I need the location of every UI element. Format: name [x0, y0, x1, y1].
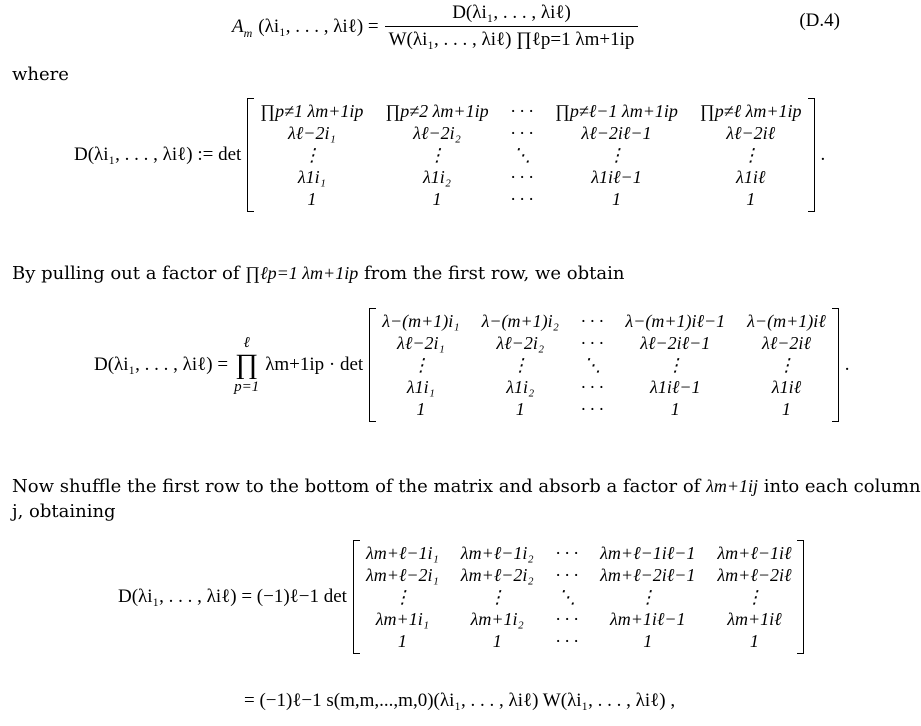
matrix-cell: ⋱ [557, 587, 576, 607]
matrix-cell: · · · [580, 399, 604, 419]
matrix-cell: ⋮ [511, 355, 530, 375]
matrix-cell: ⋮ [302, 145, 321, 165]
final-line: = (−1)ℓ−1 s(m,m,...,m,0)(λi₁, . . . , λiℓ) W(λi₁, . . . , λiℓ) , [244, 690, 676, 711]
matrix-cell: λ−(m+1)iℓ−1 [625, 311, 726, 331]
text-where: where [12, 64, 69, 85]
matrix-cell: · · · [555, 631, 579, 651]
matrix-cell: 1 [781, 399, 791, 419]
matrix2-factor: λm+1ip · det [265, 354, 364, 375]
matrix-cell: 1 [397, 631, 407, 651]
matrix-cell: ⋮ [666, 355, 685, 375]
product-operator [234, 335, 259, 395]
equation-number: (D.4) [799, 10, 840, 31]
matrix-cell: λ1iℓ [771, 377, 802, 397]
matrix-cell: λℓ−2iℓ−1 [581, 123, 652, 143]
product-symbol: ∏ [235, 349, 259, 380]
matrix-cell: ∏p≠2 λm+1ip [385, 101, 489, 121]
matrix-cell: ⋮ [741, 145, 760, 165]
matrix-cell: λm+1i₂ [470, 609, 524, 629]
matrix-cell: · · · [510, 101, 534, 121]
matrix1-lhs: D(λi₁, . . . , λiℓ) := det [74, 144, 242, 165]
eq-d4-numerator: D(λi₁, . . . , λiℓ) [385, 2, 639, 27]
matrix-cell: λm+1iℓ−1 [609, 609, 686, 629]
text-pulling-b: from the first row, we obtain [363, 263, 625, 284]
matrix-cell: ⋮ [411, 355, 430, 375]
matrix-cell: λℓ−2i₁ [397, 333, 445, 353]
matrix-cell: λm+ℓ−2i₁ [365, 565, 439, 585]
matrix-cell: λm+ℓ−2i₂ [460, 565, 534, 585]
matrix-cell: · · · [580, 311, 604, 331]
matrix-cell: 1 [432, 189, 442, 209]
matrix-cell: 1 [670, 399, 680, 419]
text-shuffle-b: into each column [763, 476, 921, 497]
matrix-cell: λ1i₂ [506, 377, 535, 397]
matrix-2-grid [376, 308, 832, 422]
matrix-cell: 1 [643, 631, 653, 651]
equation-matrix-1 [74, 98, 825, 212]
matrix-cell: · · · [510, 189, 534, 209]
matrix-cell: λℓ−2iℓ [726, 123, 776, 143]
matrix-cell: λ−(m+1)i₂ [481, 311, 559, 331]
matrix-cell: 1 [492, 631, 502, 651]
matrix-cell: 1 [749, 631, 759, 651]
matrix-cell: λ−(m+1)iℓ [747, 311, 826, 331]
matrix-3-grid [360, 540, 798, 654]
text-shuffle [12, 473, 921, 500]
matrix-cell: λm+1iℓ [727, 609, 782, 629]
matrix-cell: λ−(m+1)i₁ [382, 311, 460, 331]
matrix-cell: λ1i₂ [422, 167, 452, 187]
matrix-1 [247, 98, 814, 212]
matrix-cell: λℓ−2iℓ−1 [640, 333, 711, 353]
right-bracket [797, 540, 804, 654]
matrix-cell: 1 [746, 189, 756, 209]
matrix-cell: · · · [510, 167, 534, 187]
right-bracket [808, 98, 815, 212]
matrix-cell: ⋮ [428, 145, 446, 165]
matrix-cell: · · · [555, 565, 579, 585]
matrix1-period: . [820, 144, 826, 165]
matrix-cell: λℓ−2iℓ [761, 333, 811, 353]
matrix-cell: ⋮ [745, 587, 764, 607]
matrix-cell: λ1iℓ−1 [650, 377, 701, 397]
product-upper-limit: ℓ [243, 335, 250, 351]
matrix-cell: ⋱ [512, 145, 531, 165]
matrix-cell: · · · [580, 333, 604, 353]
matrix-cell: ⋮ [607, 145, 626, 165]
matrix-3 [353, 540, 805, 654]
left-bracket [353, 540, 360, 654]
matrix-cell: λm+ℓ−2iℓ−1 [600, 565, 696, 585]
matrix-cell: 1 [611, 189, 621, 209]
matrix-cell: λℓ−2i₂ [413, 123, 461, 143]
matrix-cell: · · · [555, 543, 579, 563]
matrix-cell: · · · [580, 377, 604, 397]
matrix-cell: ⋮ [393, 587, 412, 607]
eq-d4-fraction [385, 2, 639, 51]
left-bracket [247, 98, 254, 212]
text-pulling-a: By pulling out a factor of [12, 263, 240, 284]
matrix-cell: · · · [510, 123, 534, 143]
matrix-cell: λm+ℓ−1i₁ [365, 543, 439, 563]
matrix-cell: λℓ−2i₂ [496, 333, 545, 353]
matrix-cell: ∏p≠1 λm+1ip [260, 101, 364, 121]
matrix-cell: ⋱ [583, 355, 602, 375]
matrix-cell: ∏p≠ℓ−1 λm+1ip [555, 101, 678, 121]
matrix-cell: λ1i₁ [406, 377, 435, 397]
matrix-cell: λm+1i₁ [375, 609, 429, 629]
matrix-cell: λm+ℓ−1i₂ [460, 543, 534, 563]
eq-d4-lhs: $A_m$ [232, 15, 253, 40]
matrix2-lhs: D(λi₁, . . . , λiℓ) = [94, 354, 229, 375]
matrix-cell: ⋮ [777, 355, 796, 375]
matrix-cell: ⋮ [488, 587, 507, 607]
matrix-cell: 1 [515, 399, 525, 419]
equation-matrix-2 [94, 308, 849, 422]
matrix-1-grid [254, 98, 807, 212]
text-shuffle-a: Now shuffle the first row to the bottom of the matrix and absorb a factor of [12, 476, 701, 497]
equation-matrix-3 [118, 540, 804, 654]
product-lower-limit: p=1 [234, 379, 260, 395]
matrix-cell: λ1i₁ [297, 167, 326, 187]
text-shuffle-c: j, obtaining [12, 501, 116, 522]
eq-d4-denominator: W(λi₁, . . . , λiℓ) ∏ℓp=1 λm+1ip [388, 29, 635, 50]
matrix3-lhs: D(λi₁, . . . , λiℓ) = (−1)ℓ−1 det [118, 586, 347, 607]
matrix-2 [369, 308, 839, 422]
matrix-cell: ∏p≠ℓ λm+1ip [699, 101, 802, 121]
matrix-cell: · · · [555, 609, 579, 629]
matrix-cell: λ1iℓ−1 [591, 167, 642, 187]
equation-d4 [232, 2, 638, 51]
text-shuffle-sym: λm+1ij [706, 476, 759, 496]
left-bracket [369, 308, 376, 422]
eq-d4-args: (λi₁, . . . , λiℓ) = [258, 15, 379, 37]
matrix-cell: λm+ℓ−1iℓ [717, 543, 792, 563]
matrix-cell: ⋮ [638, 587, 657, 607]
matrix-cell: 1 [307, 189, 317, 209]
matrix2-period: . [844, 354, 850, 375]
matrix-cell: λm+ℓ−1iℓ−1 [600, 543, 696, 563]
text-pulling-prod: ∏ℓp=1 λm+1ip [245, 263, 359, 283]
matrix-cell: λm+ℓ−2iℓ [717, 565, 792, 585]
right-bracket [832, 308, 839, 422]
matrix-cell: λ1iℓ [736, 167, 766, 187]
matrix-cell: λℓ−2i₁ [288, 123, 336, 143]
text-pulling [12, 260, 624, 287]
matrix-cell: 1 [416, 399, 426, 419]
